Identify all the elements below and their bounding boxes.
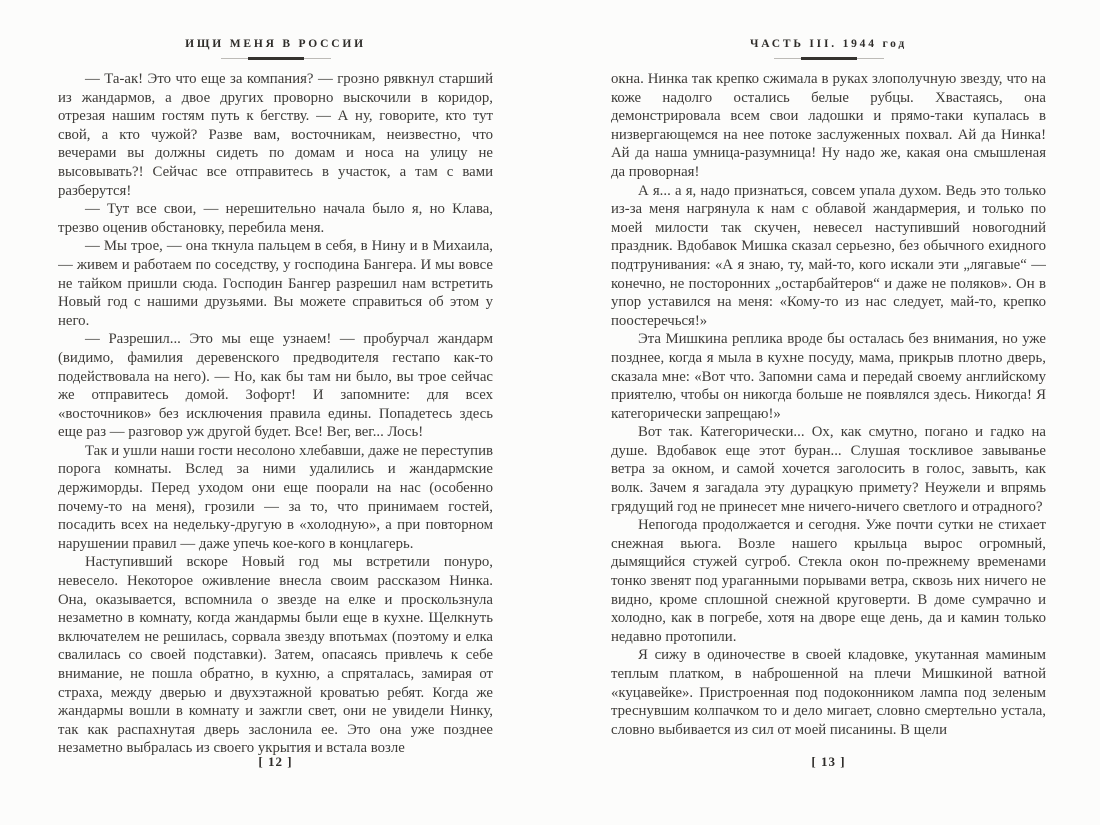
running-head-right: ЧАСТЬ III. 1944 год	[749, 38, 908, 50]
paragraph: А я... а я, надо признаться, совсем упала духом. Ведь это только из-за меня нагрянула к нам с облавой жандармерия, и только по моей милости так скучен, невесел наступивший новогодний праздник. Вдобавок Мишка сказал серьезно, без обычного ехидного подтрунивания: «А я знаю, ту, май-то, кого искали эти „лягавые“ — конечно, не посторонних „остарбайтеров“ и даже не поляков». Он в упор уставился на меня: «Кому-то из нас следует, май-то, крепко поостеречься!»	[611, 182, 1046, 329]
page-number-right: [ 13 ]	[811, 754, 846, 769]
paragraph: Так и ушли наши гости несолоно хлебавши, даже не переступив порога комнаты. Вслед за ними удалились и жандармские держиморды. Перед уходом они еще поорали на нас (особенно почему-то на меня), грозили — за то, что принимаем гостей, посадить всех на недельку-другую в «холодную», а при повторном нарушении правил — даже упечь кое-кого в концлагерь.	[58, 442, 493, 552]
page-number-left: [ 12 ]	[258, 754, 293, 769]
paragraph: — Тут все свои, — нерешительно начала было я, но Клава, трезво оценив обстановку, перебила меня.	[58, 201, 493, 236]
ornament-thick-line	[248, 57, 304, 60]
paragraph: — Мы трое, — она ткнула пальцем в себя, в Нину и в Михаила, — живем и работаем по соседству, у господина Бангера. И мы вовсе не тайком пришли сюда. Господин Бангер разрешил нам встретить Новый год с нашими друзьями. Вы можете справиться об этом у него.	[58, 238, 493, 329]
paragraph: — Та-ак! Это что еще за компания? — грозно рявкнул старший из жандармов, а двое других проворно выскочили в коридор, отрезая нашим гостям путь к бегству. — А ну, говорите, кто тут свой, а кто чужой? Разве вам, восточникам, неизвестно, что вечерами вы должны сидеть по домам и носа на улицу не высовывать?! Сейчас все отправитесь в участок, а там с вами разберутся!	[58, 71, 493, 199]
page-right	[611, 0, 1046, 825]
page-text-left	[58, 70, 493, 760]
paragraph: — Разрешил... Это мы еще узнаем! — пробурчал жандарм (видимо, фамилия деревенского предводителя гестапо как-то подействовала на него). — Но, как бы там ни было, вы трое сейчас же отправитесь домой. Зофорт! И запомните: для всех «восточников» без исключения правила едины. Попадетесь здесь еще раз — разговор уж другой будет. Все! Вег, вег... Лось!	[58, 331, 493, 441]
paragraph: Эта Мишкина реплика вроде бы осталась без внимания, но уже позднее, когда я мыла в кухне посуду, мама, прикрыв плотно дверь, сказала мне: «Вот что. Запомни сама и передай своему английскому приятелю, чтобы он никогда больше не появлялся здесь. Никогда! Я категорически запрещаю!»	[611, 331, 1046, 422]
header-ornament-rule	[774, 57, 884, 60]
paragraph: Я сижу в одиночестве в своей кладовке, укутанная маминым теплым платком, в наброшенной на плечи Мишкиной ватной «куцавейке». Пристроенная под подоконником лампа под зеленым треснувшим колпачком то и дело мигает, словно смертельно устала, словно выбивается из сил от моей писанины. В щели	[611, 647, 1046, 738]
header-ornament-rule	[221, 57, 331, 60]
page-left	[58, 0, 493, 825]
ornament-thick-line	[801, 57, 857, 60]
running-head-left: ИЩИ МЕНЯ В РОССИИ	[185, 38, 366, 50]
page-text-right	[611, 70, 1046, 760]
paragraph: окна. Нинка так крепко сжимала в руках злополучную звезду, что на коже надолго остались белые рубцы. Хвастаясь, она демонстрировала всем свои ладошки и прямо-таки купалась в низвергающемся на нее потоке заслуженных похвал. Ай да Нинка! Ай да наша умница-разумница! Ну надо же, какая она смышленая да проворная!	[611, 71, 1046, 180]
paragraph: Непогода продолжается и сегодня. Уже почти сутки не стихает снежная вьюга. Возле нашего крыльца вырос огромный, дымящийся стужей сугроб. Стекла окон по-прежнему временами тонко звенят под ураганными порывами ветра, сквозь них ничего не видно, кроме сплошной снежной круговерти. В доме сумрачно и холодно, как в погребе, хотя на дворе еще день, да и камин только недавно протопили.	[611, 517, 1046, 645]
paragraph: Вот так. Категорически... Ох, как смутно, погано и гадко на душе. Вдобавок еще этот буран... Слушая тоскливое завыванье ветра за окном, и самой хочется заголосить в голос, завыть, как волк. Зачем я загадала эту дурацкую примету? Неужели и впрямь грядущий год не принесет мне ничего-ничего светлого и отрадного?	[611, 424, 1046, 515]
paragraph: Наступивший вскоре Новый год мы встретили понуро, невесело. Некоторое оживление внесла своим рассказом Нинка. Она, оказывается, вспомнила о звезде на елке и проскользнула незаметно в комнату, когда жандармы были еще в кухне. Щелкнуть включателем не решилась, сорвала звезду впотьмах (поэтому и елка свалилась со своей подставки). Затем, опасаясь привлечь к себе внимание, не пошла обратно, в кухню, а спряталась, замирая от страха, между дверью и двухэтажной кроватью ребят. Когда же жандармы вошли в комнату и зажгли свет, они не увидели Нинку, так как распахнутая дверь заслонила ее. Это она уже позднее незаметно выбралась из своего укрытия и встала возле	[58, 554, 493, 757]
